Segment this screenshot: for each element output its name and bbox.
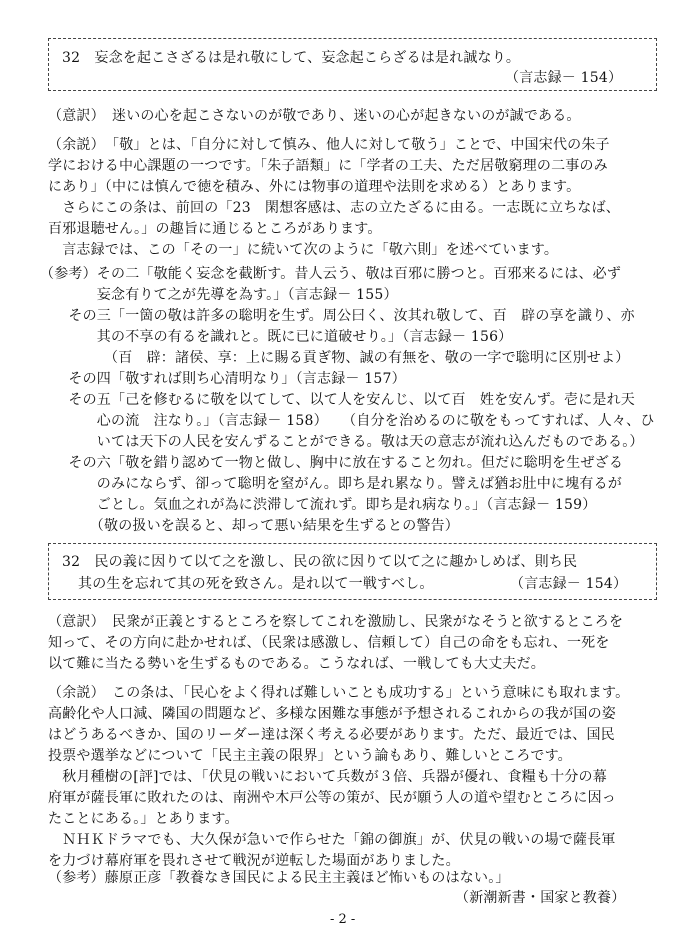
commentary-2-line: を力づけ幕府軍を畏れさせて戦況が逆転した場面がありました。 bbox=[48, 853, 460, 869]
reference-1-line: いては天下の人民を安んずることができる。敬は天の意志が流れ込んだものである。） bbox=[40, 434, 644, 450]
reference-1-line: 其の不享の有るを識れと。既に已に道破せり。」（言志録－ 156） bbox=[40, 329, 513, 345]
commentary-1-line: 学における中心課題の一つです。「朱子語類」に「学者の工夫、ただ居敬窮理の二事のみ bbox=[48, 158, 608, 174]
commentary-1-line: 言志録では、この「その一」に続いて次のように「敬六則」を述べています。 bbox=[48, 242, 559, 258]
reference-2: （参考）藤原正彦「教養なき国民による民主主義ほど怖いものはない。」 bbox=[48, 870, 510, 886]
quote-source-1: （言志録－ 154） bbox=[505, 70, 623, 86]
reference-1-line: （敬の扱いを誤ると、却って悪い結果を生ずるとの警告） bbox=[40, 518, 459, 534]
commentary-2 bbox=[48, 683, 629, 872]
translation-2 bbox=[48, 612, 623, 675]
reference-1-line: （百 辟：諸侯、享：上に賜る貢ぎ物、誠の有無を、敬の一字で聡明に区別せよ） bbox=[40, 350, 630, 366]
commentary-1-line: 百邪退聴せん。」の趣旨に通じるところがあります。 bbox=[48, 221, 382, 237]
reference-1 bbox=[40, 264, 655, 537]
quote-text-2-line1: 32 民の義に因りて以て之を激し、民の欲に因りて以て之に趣かしめば、則ち民 bbox=[62, 554, 578, 570]
commentary-1-line: さらにこの条は、前回の「23 閑想客感は、志の立たざるに由る。一志既に立ちなば、 bbox=[48, 200, 621, 216]
commentary-1-line: （余説） 「敬」とは、「自分に対して慎み、他人に対して敬う」ことで、中国宋代の朱子 bbox=[48, 137, 610, 153]
commentary-2-line: （余説） この条は、「民心をよく得れば難しいことも成功する」という意味にも取れます。 bbox=[48, 685, 630, 701]
page-number: - 2 - bbox=[330, 912, 356, 927]
translation-1: （意訳） 迷いの心を起こさないのが敬であり、迷いの心が起きないのが誠である。 bbox=[48, 108, 581, 124]
reference-2-source: （新潮新書・国家と教養） bbox=[455, 890, 626, 906]
commentary-1-line: にあり」（中には慎んで徳を積み、外には物事の道理や法則を求める）とあります。 bbox=[48, 179, 581, 195]
reference-1-line: 心の流 注なり。」（言志録－ 158） （自分を治めるのに敬をもってすれば、人々、ひ bbox=[40, 413, 655, 429]
reference-1-line: その六「敬を錯り認めて一物と做し、胸中に放在すること勿れ。但だに聡明を生ぜざる bbox=[40, 455, 624, 471]
translation-2-line: 知って、その方向に赴かせれば、（民衆は感激し、信頼して）自己の命をも忘れ、一死を bbox=[48, 635, 610, 651]
commentary-2-line: 秋月種樹の[評]では、「伏見の戦いにおいて兵数が３倍、兵器が優れ、食糧も十分の幕 bbox=[48, 769, 607, 785]
commentary-2-line: ＮＨＫドラマでも、大久保が急いで作らせた「錦の御旗」が、伏見の戦いの場で薩長軍 bbox=[48, 832, 616, 848]
commentary-2-line: たことにある。」とあります。 bbox=[48, 811, 239, 827]
reference-1-line: その五「己を修むるに敬を以てして、以て人を安んじ、以て百 姓を安んず。壱に是れ天 bbox=[40, 392, 635, 408]
reference-1-line: （参考）その二「敬能く妄念を截断す。昔人云う、敬は百邪に勝つと。百邪来るには、必ず bbox=[40, 266, 622, 282]
commentary-2-line: 府軍が薩長軍に敗れたのは、南洲や木戸公等の策が、民が願う人の道や望むところに因っ bbox=[48, 790, 616, 806]
reference-1-line: のみにならず、卻って聡明を窒がん。即ち是れ累なり。譬えば猶お肚中に塊有るが bbox=[40, 476, 622, 492]
commentary-2-line: 高齢化や人口減、隣国の問題など、多様な困難な事態が予想されるこれからの我が国の姿 bbox=[48, 706, 616, 722]
reference-1-line: その三「一箇の敬は許多の聡明を生ず。周公曰く、汝其れ敬して、百 辟の享を識り、亦 bbox=[40, 308, 635, 324]
reference-1-line: ごとし。気血之れが為に渋滞して流れず。即ち是れ病なり。」（言志録－ 159） bbox=[40, 497, 597, 513]
commentary-2-line: はどうあるべきか、国のリーダー達は深く考える必要があります。ただ、最近では、国民 bbox=[48, 727, 615, 743]
reference-1-line: 妄念有りて之が先導を為す。」（言志録－ 155） bbox=[40, 287, 398, 303]
commentary-2-line: 投票や選挙などについて「民主主義の限界」という論もあり、難しいところです。 bbox=[48, 748, 572, 764]
quote-text-1: 32 妄念を起こさざるは是れ敬にして、妄念起こらざるは是れ誠なり。 bbox=[62, 50, 521, 66]
reference-1-line: その四「敬すれば則ち心清明なり」（言志録－ 157） bbox=[40, 371, 406, 387]
quote-text-2-line2: 其の生を忘れて其の死を致さん。是れ以て一戦すべし。 bbox=[78, 576, 434, 592]
quote-source-2: （言志録－ 154） bbox=[510, 576, 628, 592]
translation-2-line: 以て難に当たる勢いを生ずるものである。こうなれば、一戦しても大丈夫だ。 bbox=[48, 656, 545, 672]
commentary-1 bbox=[48, 135, 620, 261]
translation-2-line: （意訳） 民衆が正義とするところを察してこれを激励し、民衆がなそうと欲するところを bbox=[48, 614, 624, 630]
